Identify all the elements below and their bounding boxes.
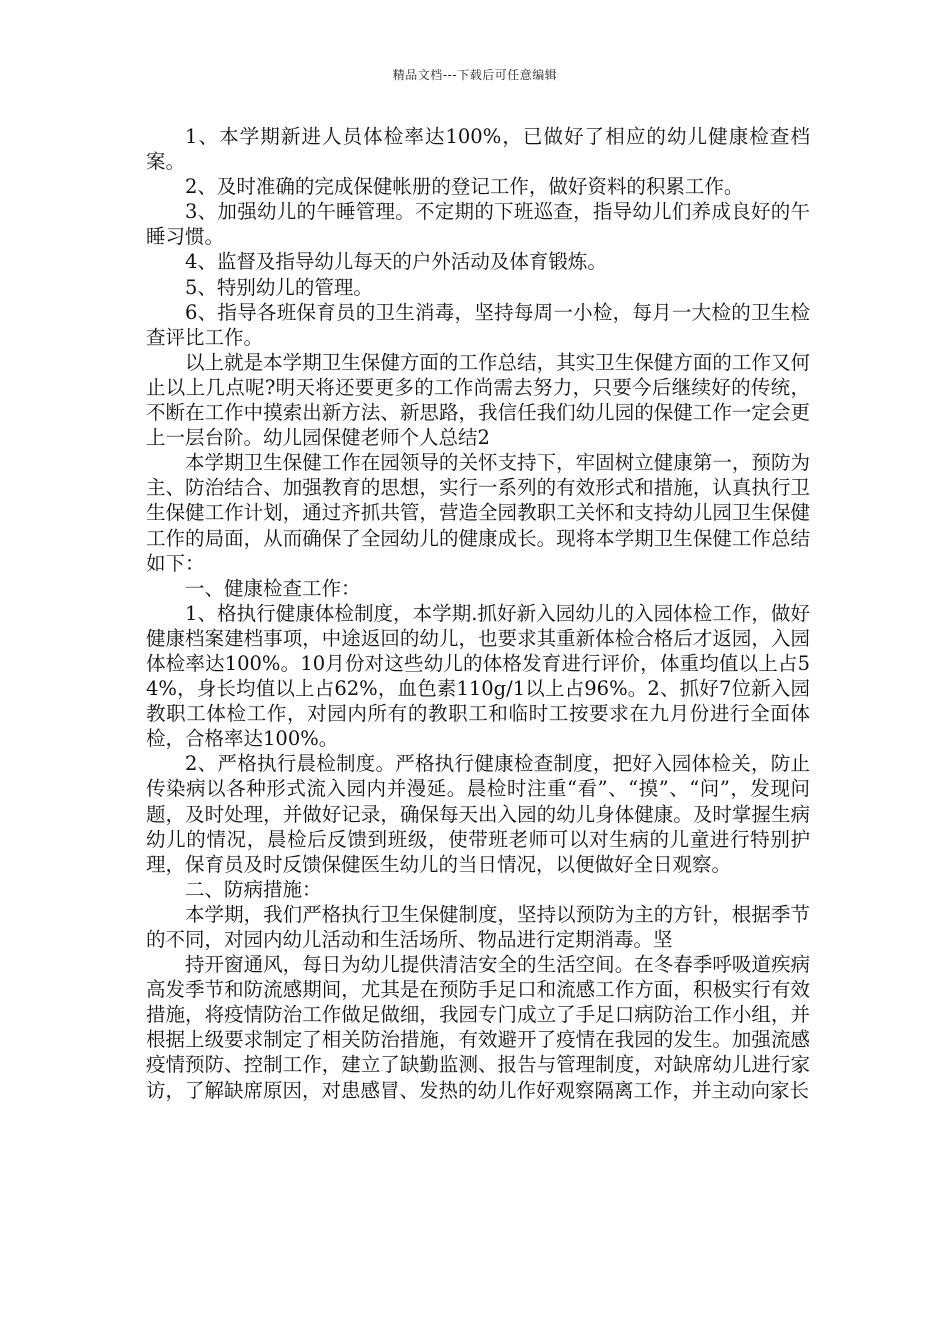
section-heading: 二、防病措施： xyxy=(185,877,322,901)
paragraph: 6、指导各班保育员的卫生消毒，坚持每周一小检，每月一大检的卫生检查评比工作。 xyxy=(146,300,810,349)
document-body xyxy=(146,124,810,1103)
paragraph: 2、及时准确的完成保健帐册的登记工作，做好资料的积累工作。 xyxy=(185,175,744,199)
paragraph: 持开窗通风，每日为幼儿提供清洁安全的生活空间。在冬春季呼吸道疾病高发季节和防流感期间，尤其是在预防手足口和流感工作方面，积极实行有效措施，将疫情防治工作做足做细，我园专门成立了手足口病防治工作小组，并根据上级要求制定了相关防治措施，有效避开了疫情在我园的发生。加强流感疫情预防、控制工作，建立了缺勤监测、报告与管理制度，对缺席幼儿进行家访，了解缺席原因，对患感冒、发热的幼儿作好观察隔离工作，并主动向家长 xyxy=(146,953,810,1102)
page-header: 精品文档---下载后可任意编辑 xyxy=(392,68,558,82)
paragraph: 3、加强幼儿的午睡管理。不定期的下班巡查，指导幼儿们养成良好的午睡习惯。 xyxy=(146,200,810,249)
paragraph: 以上就是本学期卫生保健方面的工作总结，其实卫生保健方面的工作又何止以上几点呢?明天将还要更多的工作尚需去努力，只要今后继续好的传统，不断在工作中摸索出新方法、新思路，我信任我们幼儿园的保健工作一定会更上一层台阶。幼儿园保健老师个人总结2 xyxy=(146,350,810,450)
paragraph: 本学期，我们严格执行卫生保健制度，坚持以预防为主的方针，根据季节的不同，对园内幼儿活动和生活场所、物品进行定期消毒。坚 xyxy=(146,902,810,951)
paragraph: 2、严格执行晨检制度。严格执行健康检查制度，把好入园体检关，防止传染病以各种形式流入园内并漫延。晨检时注重“看”、“摸”、“问”，发现问题，及时处理，并做好记录，确保每天出入园的幼儿身体健康。及时掌握生病幼儿的情况，晨检后反馈到班级，使带班老师可以对生病的儿童进行特别护理，保育员及时反馈保健医生幼儿的当日情况，以便做好全日观察。 xyxy=(146,752,810,876)
section-heading: 一、健康检查工作： xyxy=(185,576,361,600)
paragraph: 1、本学期新进人员体检率达100%，已做好了相应的幼儿健康检查档案。 xyxy=(146,125,810,174)
paragraph: 5、特别幼儿的管理。 xyxy=(185,275,373,299)
paragraph: 本学期卫生保健工作在园领导的关怀支持下，牢固树立健康第一，预防为主、防治结合、加强教育的思想，实行一系列的有效形式和措施，认真执行卫生保健工作计划，通过齐抓共管，营造全园教职工关怀和支持幼儿园卫生保健工作的局面，从而确保了全园幼儿的健康成长。现将本学期卫生保健工作总结如下： xyxy=(146,451,810,575)
paragraph: 1、格执行健康体检制度，本学期.抓好新入园幼儿的入园体检工作，做好健康档案建档事项，中途返回的幼儿，也要求其重新体检合格后才返园，入园体检率达100%。10月份对这些幼儿的体格发育进行评价，体重均值以上占54%，身长均值以上占62%，血色素110g/1以上占96%。2、抓好7位新入园教职工体检工作，对园内所有的教职工和临时工按要求在九月份进行全面体检，合格率达100%。 xyxy=(146,601,810,751)
paragraph: 4、监督及指导幼儿每天的户外活动及体育锻炼。 xyxy=(185,250,607,274)
